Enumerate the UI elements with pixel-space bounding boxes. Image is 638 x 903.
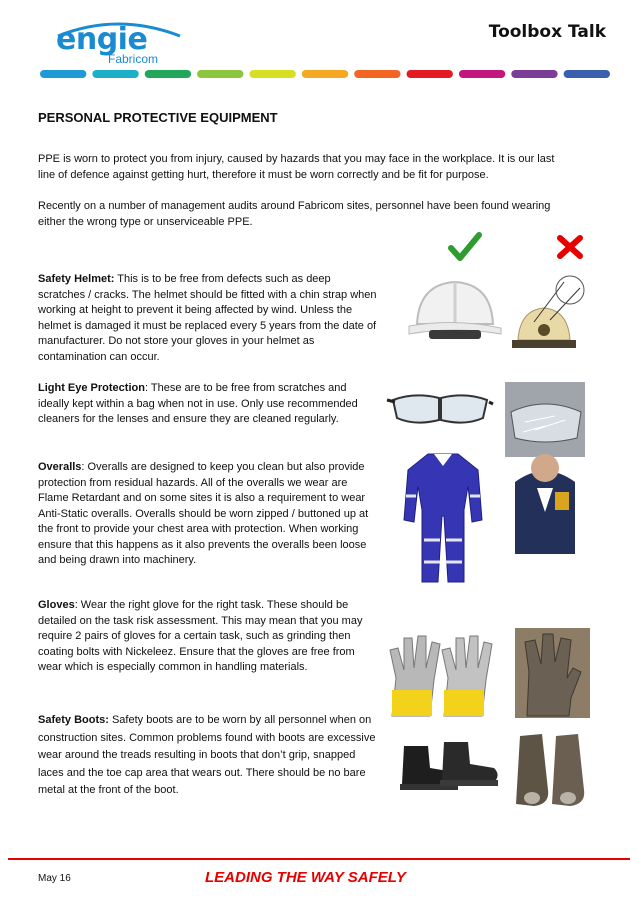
- section-text: : These are to be free from scratches and ideally kept within a bag when not in use. Only use recommended cleaners for the lenses and ensure they are cleaned regularly.: [38, 382, 358, 425]
- scratched-glasses-image: [505, 382, 585, 457]
- worn-boots-image: [512, 726, 590, 808]
- section-overalls: [38, 460, 378, 569]
- section-text: Safety boots are to be worn by all personnel when on construction sites. Common problems found with boots are excessive wear around the treads resulting in boots that don’t grip, snapped laces and the toe cap area that wears out. There should be no bare metal at the front of the boot.: [38, 714, 376, 796]
- band-segment: [197, 70, 243, 78]
- section-eye-protection: [38, 381, 378, 428]
- band-segment: [92, 70, 138, 78]
- document-title: Toolbox Talk: [488, 22, 606, 42]
- section-label: Gloves: [38, 599, 75, 611]
- checkmark-icon: [448, 232, 482, 262]
- section-label: Safety Helmet:: [38, 273, 115, 285]
- worn-gloves-image: [515, 628, 590, 718]
- band-segment: [302, 70, 348, 78]
- footer-slogan: LEADING THE WAY SAFELY: [205, 869, 406, 886]
- section-text: : Wear the right glove for the right task. These should be detailed on the task risk assessment. This may mean that you may require 2 pairs of gloves for a certain task, such as grinding then coating bolts with Nickeleez. Ensure that the gloves are free from wear which is especially common in handling materials.: [38, 599, 363, 673]
- band-segment: [145, 70, 191, 78]
- section-safety-helmet: [38, 272, 378, 365]
- band-segment: [40, 70, 86, 78]
- section-gloves: [38, 598, 378, 676]
- overalls-image: [398, 450, 488, 588]
- worn-overalls-image: [505, 452, 585, 554]
- section-label: Safety Boots:: [38, 714, 109, 726]
- color-band: [40, 70, 610, 78]
- helmet-image: [405, 272, 505, 344]
- section-text: This is to be free from defects such as deep scratches / cracks. The helmet should be fitted with a chin strap when working at height to prevent it being affected by wind. Unless the helmet is damaged it must be replaced every 5 years from the date of manufacturer. Do not store your gloves in your helmet as contamination can occur.: [38, 273, 377, 363]
- section-text: : Overalls are designed to keep you clean but also provide protection from residual hazards. All of the overalls we wear are Flame Retardant and on some sites it is also a requirement to wear Anti-Static overalls. Overalls should be worn zipped / buttoned up at the front to provide your chest area with protection. When working ensure that this happens as it also prevents the overalls been loose and being drawn into machinery.: [38, 461, 369, 566]
- section-label: Light Eye Protection: [38, 382, 145, 394]
- intro-paragraph: PPE is worn to protect you from injury, caused by hazards that you may face in the workplace. It is our last line of defence against getting hurt, therefore it must be worn correctly and be fit for purpose.: [38, 153, 555, 181]
- band-segment: [407, 70, 453, 78]
- band-segment: [564, 70, 610, 78]
- page-title: PERSONAL PROTECTIVE EQUIPMENT: [38, 110, 278, 125]
- logo-wordmark: engie: [56, 22, 148, 57]
- section-label: Overalls: [38, 461, 82, 473]
- logo-subtitle: Fabricom: [108, 52, 159, 66]
- intro-paragraph: Recently on a number of management audits around Fabricom sites, personnel have been found wearing either the wrong type or unserviceable PPE.: [38, 200, 551, 228]
- band-segment: [459, 70, 505, 78]
- band-segment: [511, 70, 557, 78]
- damaged-helmet-image: [510, 274, 586, 358]
- footer-date: May 16: [38, 873, 71, 884]
- band-segment: [354, 70, 400, 78]
- new-boots-image: [396, 738, 506, 794]
- new-gloves-image: [384, 628, 499, 718]
- section-safety-boots: [38, 712, 378, 800]
- safety-glasses-image: [385, 382, 495, 438]
- band-segment: [249, 70, 295, 78]
- cross-icon: [556, 234, 584, 260]
- footer-divider: [8, 858, 630, 860]
